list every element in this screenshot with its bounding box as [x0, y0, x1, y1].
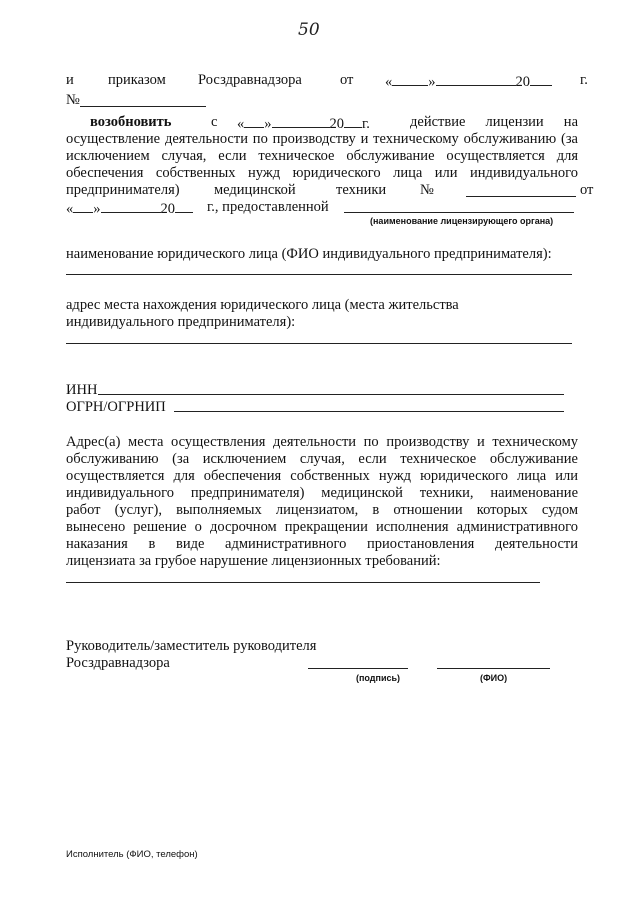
activity-line-1: Адрес(а) места осуществления деятельности по производству и техническому — [66, 434, 578, 450]
header-and: и — [66, 72, 74, 88]
license-number-line — [466, 196, 576, 197]
legal-name-label: наименование юридического лица (ФИО индивидуального предпринимателя): — [66, 246, 552, 262]
activity-line-6: вынесено решение о досрочном прекращении исполнения административного — [66, 519, 578, 535]
header-year-suffix: г. — [580, 72, 588, 88]
activity-line-5: работ (услуг), выполняемых лицензиатом, в отношении которых судом — [66, 502, 578, 518]
resume-line6-tail: г., предоставленной — [207, 199, 329, 215]
address-label-1: адрес места нахождения юридического лица (места жительства — [66, 297, 459, 313]
address-label-2: индивидуального предпринимателя): — [66, 314, 296, 330]
signer-role-line1: Руководитель/заместитель руководителя — [66, 638, 317, 654]
order-number-line — [80, 106, 206, 107]
executor-footer: Исполнитель (ФИО, телефон) — [66, 849, 198, 860]
header-number-sign: № — [66, 92, 80, 108]
activity-answer-line — [66, 582, 540, 583]
inn-label: ИНН — [66, 382, 98, 398]
header-from: от — [340, 72, 354, 88]
activity-line-7: наказания в виде административного приостановления деятельности — [66, 536, 578, 552]
resume-keyword: возобновить — [90, 114, 172, 130]
legal-name-line — [66, 274, 572, 275]
activity-line-8: лицензиата за грубое нарушение лицензионных требований: — [66, 553, 441, 569]
header-date-field: « » 20 — [385, 72, 552, 91]
address-line — [66, 343, 572, 344]
activity-line-4: индивидуального предпринимателя) медицинской техники, наименование — [66, 485, 578, 501]
signature-caption: (подпись) — [356, 673, 401, 683]
ogrn-label: ОГРН/ОГРНИП — [66, 399, 166, 415]
page-number: 50 — [298, 20, 320, 40]
license-date-field: « » 20 — [66, 199, 193, 218]
issuer-line — [344, 212, 574, 213]
resume-line1-tail: действие лицензии на — [410, 114, 578, 130]
resume-line5-c: техники — [336, 182, 387, 198]
signer-role-line2: Росздравнадзора — [66, 655, 170, 671]
resume-line5-from: от — [580, 182, 594, 198]
issuer-caption: (наименование лицензирующего органа) — [370, 216, 554, 226]
ogrn-line — [174, 411, 564, 412]
resume-line3: исключением случая, если техническое обслуживание осуществляется для — [66, 148, 578, 164]
resume-line2: осуществление деятельности по производству и техническому обслуживанию (за — [66, 131, 578, 147]
header-order-word: приказом — [108, 72, 166, 88]
resume-line5-number-sign: № — [420, 182, 434, 198]
resume-line4: обеспечения собственных нужд юридического лица или индивидуального — [66, 165, 578, 181]
header-agency: Росздравнадзора — [198, 72, 302, 88]
name-line — [437, 668, 550, 669]
activity-line-3: осуществляется для обеспечения собственных нужд юридического лица или — [66, 468, 578, 484]
name-caption: (ФИО) — [480, 673, 508, 683]
resume-line5-b: медицинской — [214, 182, 296, 198]
resume-from: с — [211, 114, 218, 130]
inn-line — [98, 394, 564, 395]
signature-line — [308, 668, 408, 669]
activity-line-2: обслуживанию (за исключением случая, если техническое обслуживание — [66, 451, 578, 467]
resume-date-field: « » 20 г. — [237, 116, 370, 132]
resume-line5-a: предпринимателя) — [66, 182, 180, 198]
